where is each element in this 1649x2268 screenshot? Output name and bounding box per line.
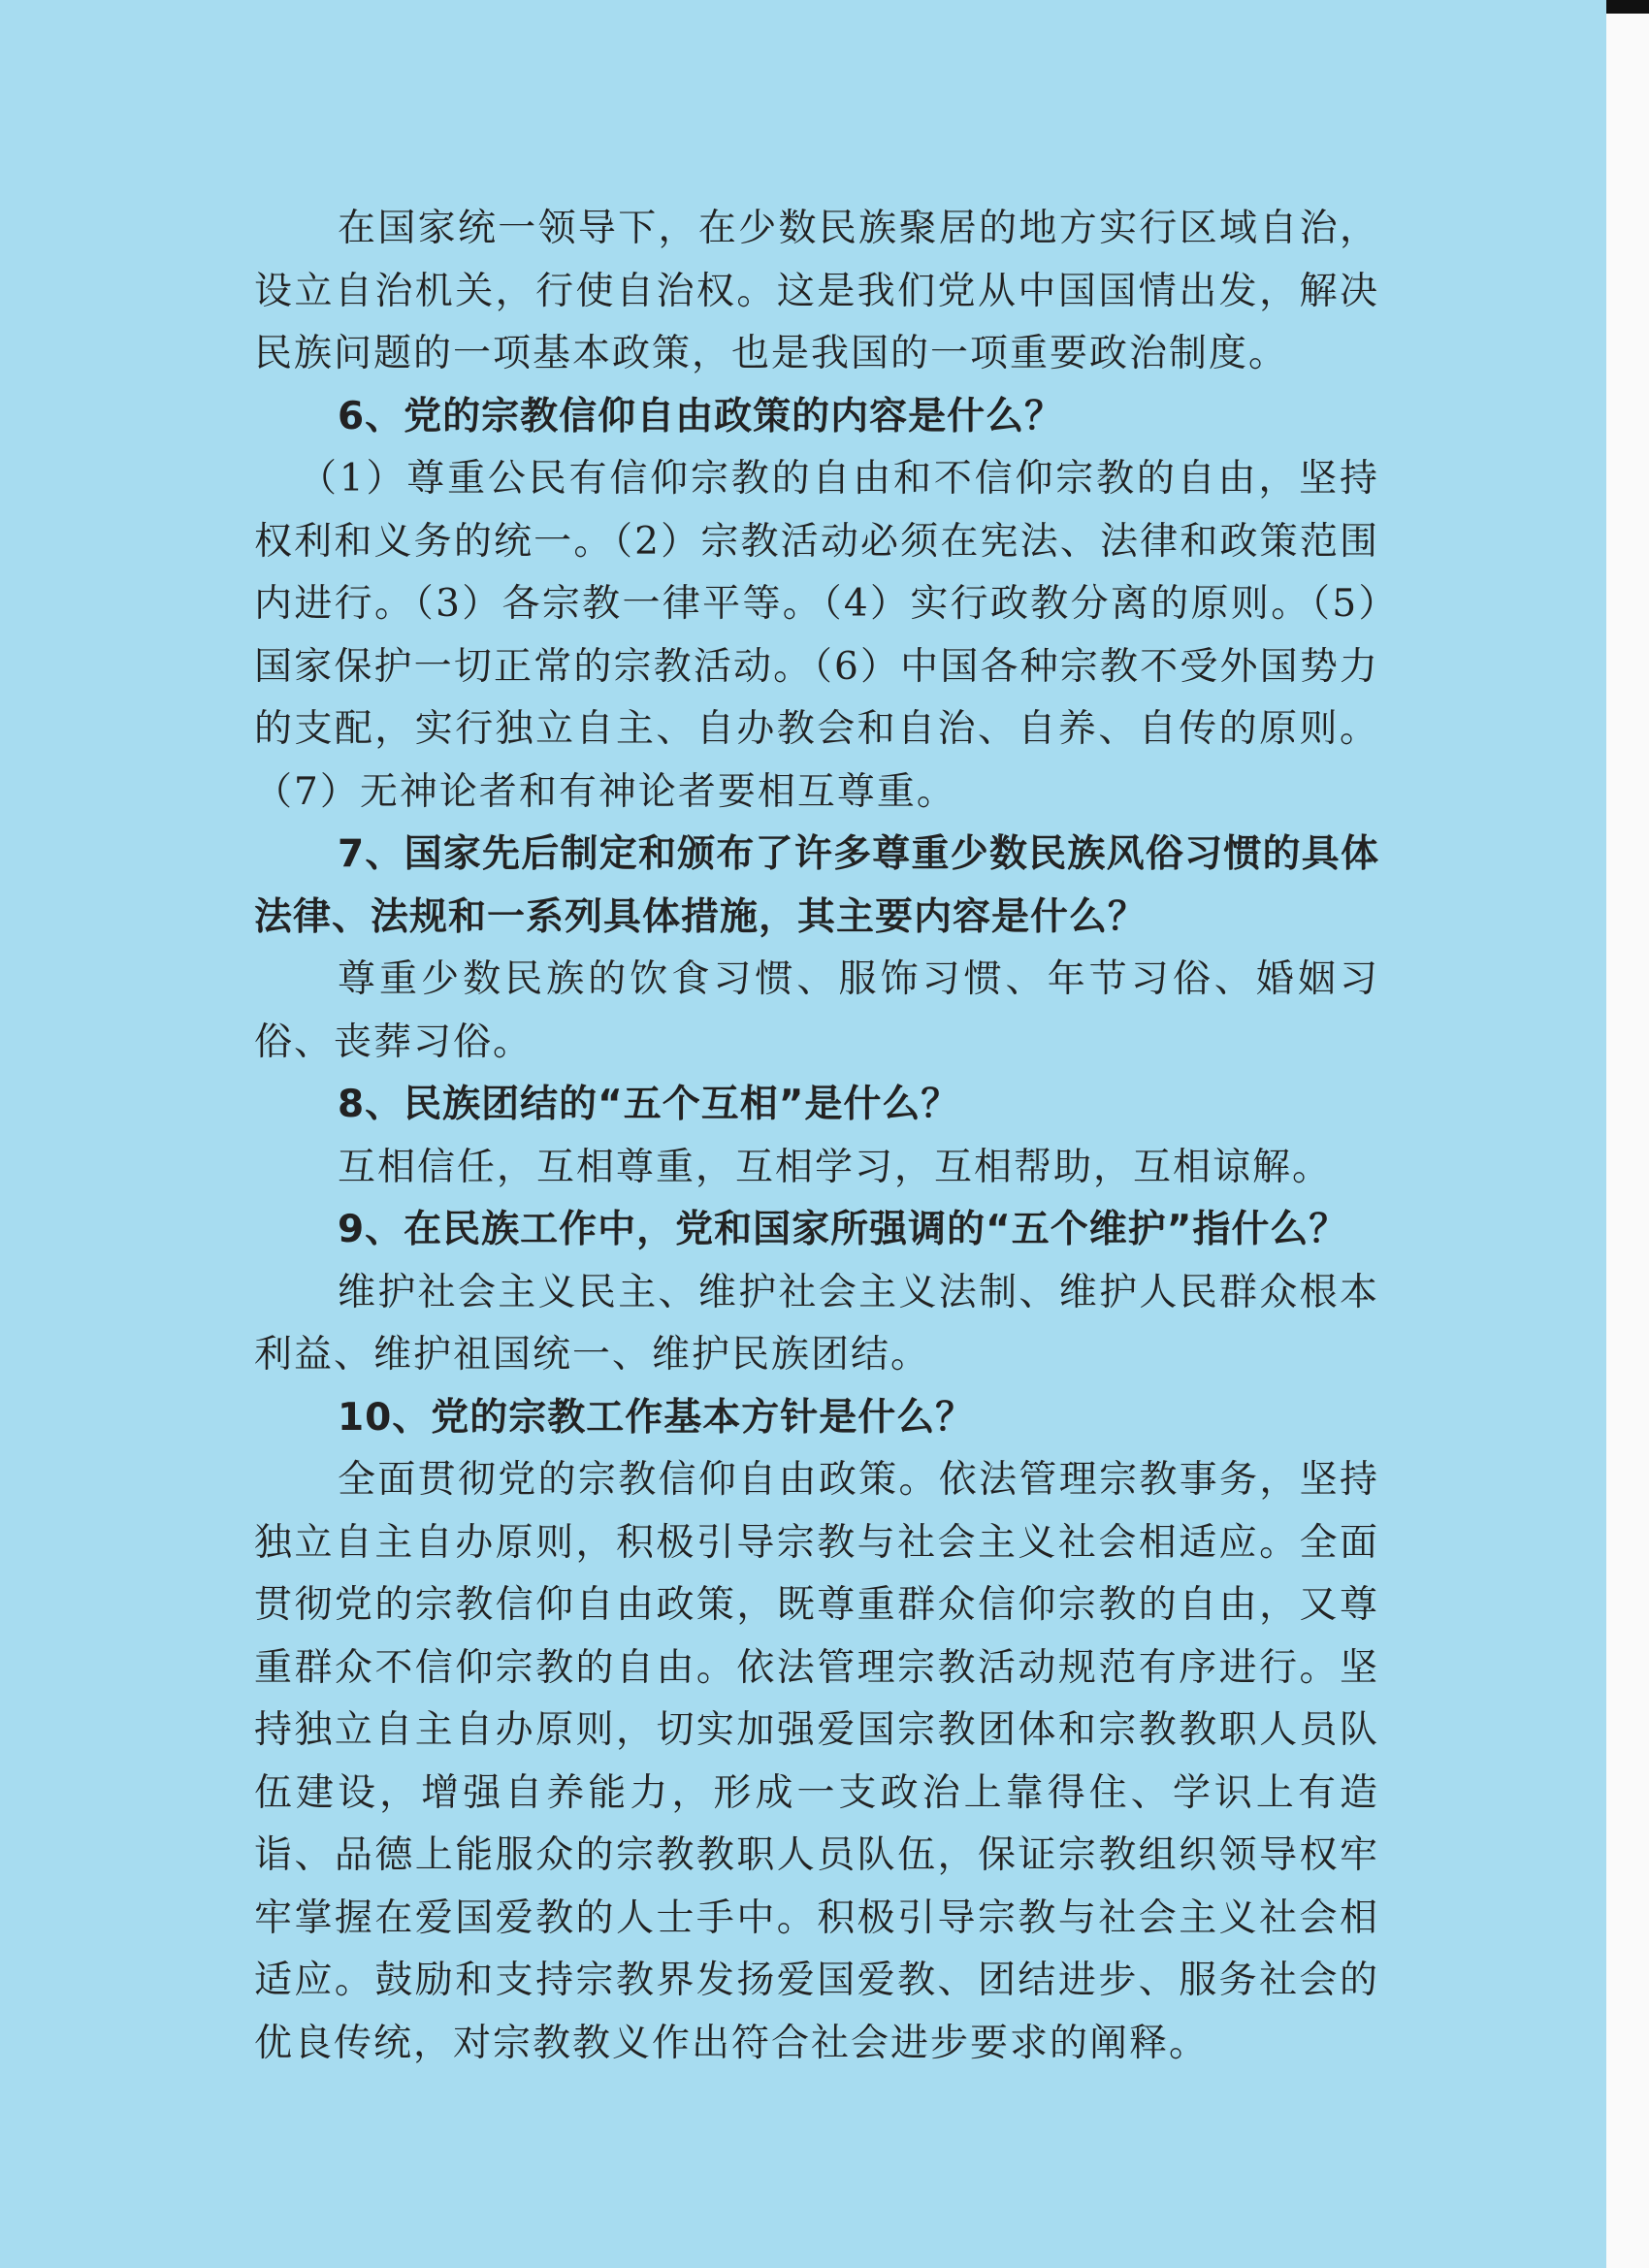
answer-paragraph: 互相信任，互相尊重，互相学习，互相帮助，互相谅解。 (338, 1145, 1333, 1189)
answer-paragraph: 维护社会主义民主、维护社会主义法制、维护人民群众根本利益、维护祖国统一、维护民族团结。 (254, 1270, 1379, 1377)
question-heading: 6、党的宗教信仰自由政策的内容是什么？ (338, 394, 1064, 438)
scan-corner-shadow (1606, 0, 1649, 14)
question-heading: 7、国家先后制定和颁布了许多尊重少数民族风俗习惯的具体法律、法规和一系列具体措施，其主要内容是什么？ (254, 832, 1379, 939)
question-heading: 8、民族团结的“五个互相”是什么？ (338, 1083, 960, 1126)
answer-paragraph: 全面贯彻党的宗教信仰自由政策。依法管理宗教事务，坚持独立自主自办原则，积极引导宗教与社会主义社会相适应。全面贯彻党的宗教信仰自由政策，既尊重群众信仰宗教的自由，又尊重群众不信仰宗教的自由。依法管理宗教活动规范有序进行。坚持独立自主自办原则，切实加强爱国宗教团体和宗教教职人员队伍建设，增强自养能力，形成一支政治上靠得住、学识上有造诣、品德上能服众的宗教教职人员队伍，保证宗教组织领导权牢牢掌握在爱国爱教的人士手中。积极引导宗教与社会主义社会相适应。鼓励和支持宗教界发扬爱国爱教、团结进步、服务社会的优良传统，对宗教教义作出符合社会进步要求的阐释。 (254, 1458, 1379, 2065)
answer-paragraph: （1）尊重公民有信仰宗教的自由和不信仰宗教的自由，坚持权利和义务的统一。（2）宗教活动必须在宪法、法律和政策范围内进行。（3）各宗教一律平等。（4）实行政教分离的原则。（5）国家保护一切正常的宗教活动。（6）中国各种宗教不受外国势力的支配，实行独立自主、自办教会和自治、自养、自传的原则。（7）无神论者和有神论者要相互尊重。 (254, 457, 1379, 814)
document-body (254, 198, 1379, 2075)
answer-paragraph: 在国家统一领导下，在少数民族聚居的地方实行区域自治，设立自治机关，行使自治权。这是我们党从中国国情出发，解决民族问题的一项基本政策，也是我国的一项重要政治制度。 (254, 207, 1379, 375)
scan-margin (1606, 14, 1649, 2268)
question-heading: 10、党的宗教工作基本方针是什么？ (338, 1395, 975, 1440)
answer-paragraph: 尊重少数民族的饮食习惯、服饰习惯、年节习俗、婚姻习俗、丧葬习俗。 (254, 957, 1379, 1064)
question-heading: 9、在民族工作中，党和国家所强调的“五个维护”指什么？ (338, 1208, 1348, 1251)
